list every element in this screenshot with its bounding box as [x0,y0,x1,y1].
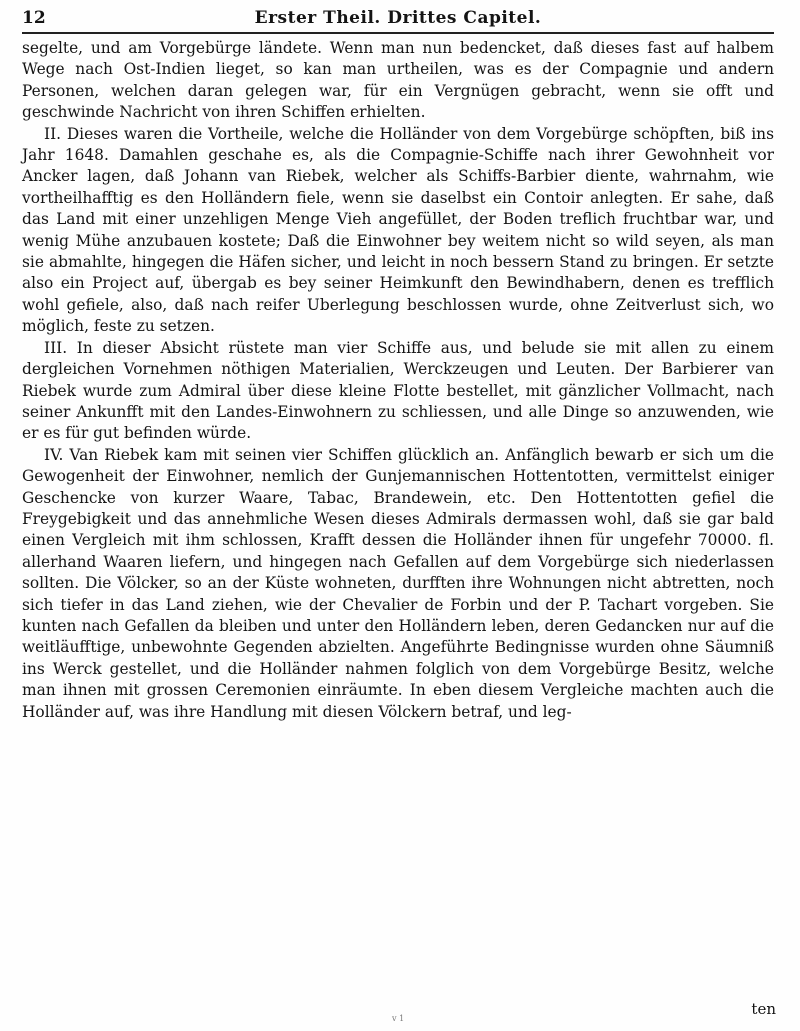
paragraph-section-2: II. Dieses waren die Vortheile, welche die Holländer von dem Vorgebürge schöpften, biß ins Jahr 1648. Damahlen geschahe es, als die Compagnie-Schiffe nach ihrer Gewohnheit vor Ancker lagen, daß Johann van Riebek, welcher als Schiffs-Barbier diente, wahrnahm, wie vortheilhafftig es den Holländern fiele, wenn sie daselbst ein Contoir anlegten. Er sahe, daß das Land mit einer unzehligen Menge Vieh angefüllet, der Boden treflich fruchtbar war, und wenig Mühe anzubauen kostete; Daß die Einwohner bey weitem nicht so wild seyen, als man sie abmahlte, hingegen die Häfen sicher, und leicht in noch bessern Stand zu bringen. Er setzte also ein Project auf, übergab es bey seiner Heimkunft den Bewindhabern, denen es trefflich wohl gefiele, also, daß nach reifer Uberlegung beschlossen wurde, ohne Zeitverlust sich, wo möglich, feste zu setzen. [22,124,774,336]
page-number: 12 [22,8,46,28]
body-text [22,38,774,723]
page-mark: v 1 [392,1014,405,1023]
paragraph-section-3: III. In dieser Absicht rüstete man vier Schiffe aus, und belude sie mit allen zu einem dergleichen Vornehmen nöthigen Materialien, Werckzeugen und Leuten. Der Barbierer van Riebek wurde zum Admiral über diese kleine Flotte bestellet, mit gänzlicher Vollmacht, nach seiner Ankunfft mit den Landes-Einwohnern zu schliessen, und alle Dinge so anzuwenden, wie er es für gut befinden würde. [22,338,774,443]
paragraph-continuation: segelte, und am Vorgebürge ländete. Wenn man nun bedencket, daß dieses fast auf halbem Wege nach Ost-Indien lieget, so kan man urtheilen, was es der Compagnie und andern Personen, welchen daran gelegen war, für ein Vergnügen gebracht, wenn sie offt und geschwinde Nachricht von ihren Schiffen erhielten. [22,39,774,122]
header-rule [22,32,774,34]
catchword: ten [751,1000,776,1018]
running-head: Erster Theil. Drittes Capitel. [254,8,542,28]
paragraph-section-4: IV. Van Riebek kam mit seinen vier Schiffen glücklich an. Anfänglich bewarb er sich um die Gewogenheit der Einwohner, nemlich der Gunjemannischen Hottentotten, vermittelst einiger Geschencke von kurzer Waare, Tabac, Brandewein, etc. Den Hottentotten gefiel die Freygebigkeit und das annehmliche Wesen dieses Admirals dermassen wohl, daß sie gar bald einen Vergleich mit ihm schlossen, Krafft dessen die Holländer ihnen für ungefehr 70000. fl. allerhand Waaren liefern, und hingegen nach Gefallen auf dem Vorgebürge sich niederlassen sollten. Die Völcker, so an der Küste wohneten, durfften ihre Wohnungen nicht abtretten, noch sich tiefer in das Land ziehen, wie der Chevalier de Forbin und der P. Tachart vorgeben. Sie kunten nach Gefallen da bleiben und unter den Holländern leben, deren Gedancken nur auf die weitläufftige, unbewohnte Gegenden abzielten. Angeführte Bedingnisse wurden ohne Säumniß ins Werck gestellet, und die Holländer nahmen folglich von dem Vorgebürge Besitz, welche man ihnen mit grossen Ceremonien einräumte. In eben diesem Vergleiche machten auch die Holländer auf, was ihre Handlung mit diesen Völckern betraf, und leg- [22,445,774,721]
page-header [22,8,774,30]
